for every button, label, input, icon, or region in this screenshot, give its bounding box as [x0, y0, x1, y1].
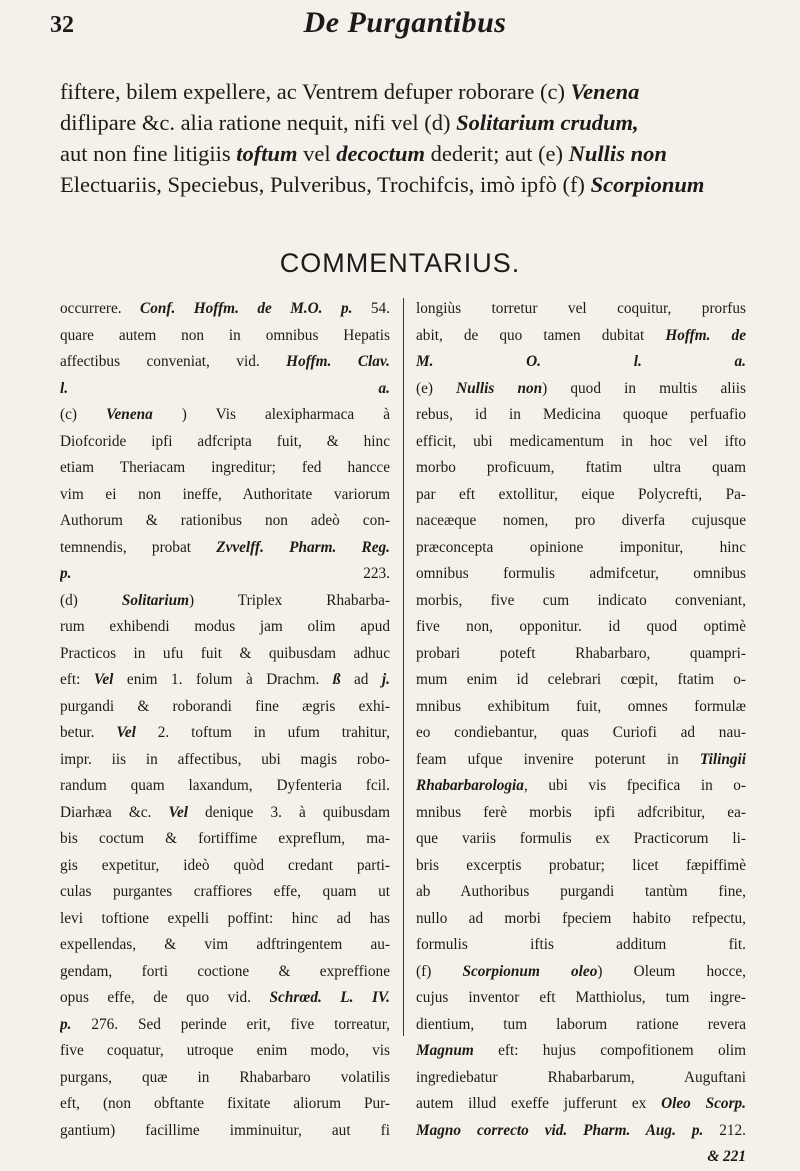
text-line [60, 641, 390, 668]
text-segment: ) Triplex Rhabarba- [189, 591, 390, 609]
italic-text: Solitarium crudum, [456, 110, 639, 135]
text-line [60, 694, 390, 721]
text-line [60, 985, 390, 1012]
text-line [60, 76, 752, 107]
text-line [416, 773, 746, 800]
text-line [416, 588, 746, 615]
text-line [60, 561, 390, 588]
text-line [416, 561, 746, 588]
text-segment: probari poteft Rhabarbaro, quampri- [416, 644, 746, 662]
text-line [416, 747, 746, 774]
text-segment: mnibus ferè morbis ipfi adfcribitur, ea- [416, 803, 746, 821]
text-line [60, 349, 390, 376]
text-line [416, 376, 746, 403]
text-segment: etiam Theriacam ingreditur; fed hancce [60, 459, 390, 476]
text-segment: 2. toftum in ufum trahitur, [135, 724, 390, 741]
text-line [60, 455, 390, 482]
text-line [416, 906, 746, 933]
text-segment: expellendas, & vim adftringentem au- [60, 936, 390, 953]
main-text [60, 76, 752, 200]
text-segment: mum enim id celebrari cœpit, ftatim o- [416, 671, 746, 688]
italic-text: p. [60, 565, 72, 582]
text-line [416, 1065, 746, 1092]
text-segment: formulis iftis additum fit. [416, 936, 746, 953]
text-line [60, 720, 390, 747]
text-segment: occurrere. [60, 300, 140, 317]
italic-text: toftum [236, 141, 298, 166]
text-segment: 223. [71, 565, 390, 582]
text-segment: 54. [352, 300, 390, 317]
text-line [416, 1118, 746, 1145]
text-segment: enim 1. folum à Drachm. [113, 671, 333, 688]
text-segment: , ubi vis fpecifica in o- [523, 777, 746, 794]
italic-text: Magnum [416, 1042, 474, 1059]
italic-text: Tilingii [699, 750, 746, 768]
italic-text: Conf. Hoffm. de M.O. p. [140, 300, 353, 317]
text-segment: ) Vis alexipharmaca à [152, 406, 390, 423]
italic-text: Vel [116, 724, 136, 741]
text-segment: Diofcoride ipfi adfcripta fuit, & hinc [60, 432, 390, 450]
text-segment: ) Oleum hocce, [597, 962, 746, 980]
text-line [416, 482, 746, 509]
text-segment: ab Authoribus purgandi tantùm fine, [416, 883, 746, 900]
text-segment: par eft extollitur, eique Polycrefti, Pa- [416, 485, 746, 503]
text-segment: dederit; aut (e) [424, 141, 569, 166]
italic-text: M. O. l. a. [416, 353, 746, 370]
italic-text: Hoffm. de [665, 326, 746, 344]
text-line [416, 985, 746, 1012]
text-segment: gendam, forti coctione & expreffione [60, 962, 390, 980]
text-line [60, 1091, 390, 1118]
text-segment: rum exhibendi modus jam olim apud [60, 618, 390, 635]
italic-text: Hoffm. Clav. [286, 353, 390, 370]
text-line [60, 138, 752, 169]
text-segment: affectibus conveniat, vid. [60, 353, 287, 370]
text-line [60, 1038, 390, 1065]
italic-text: Venena [106, 406, 153, 423]
italic-text: j. [381, 671, 390, 688]
text-line [416, 853, 746, 880]
text-segment: purgans, quæ in Rhabarbaro volatilis [60, 1068, 390, 1086]
text-segment: efficit, ubi medicamentum in hoc vel ifto [416, 432, 746, 450]
text-segment: eft: [60, 671, 94, 688]
italic-text: Vel [168, 803, 188, 821]
text-segment: 212. [703, 1121, 746, 1139]
italic-text: Nullis non [568, 141, 667, 166]
text-segment: morbis, five cum indicato conveniant, [416, 591, 746, 609]
text-segment: longiùs torretur vel coquitur, prorfus [416, 300, 746, 317]
text-line [416, 535, 746, 562]
text-segment: (e) [416, 379, 457, 397]
italic-text: ß [332, 671, 341, 688]
text-segment: abit, de quo tamen dubitat [416, 326, 666, 344]
text-line [416, 614, 746, 641]
text-segment: randum quam laxandum, Dyfenteria fcil. [60, 777, 390, 794]
column-divider [403, 298, 404, 1036]
italic-text: Solitarium [121, 591, 189, 609]
text-segment: que variis formulis ex Practicorum li- [416, 830, 746, 847]
text-segment: vim ei non ineffe, Authoritate variorum [60, 485, 390, 503]
text-segment: Electuariis, Speciebus, Pulveribus, Trochifcis, imò ipfò (f) [60, 172, 591, 197]
text-line [60, 614, 390, 641]
text-line [416, 455, 746, 482]
text-segment: autem illud exeffe jufferunt ex [416, 1095, 662, 1112]
text-line [60, 1012, 390, 1039]
text-line [416, 826, 746, 853]
text-segment: nullo ad morbi fpeciem habito refpectu, [416, 909, 746, 927]
text-segment: omnibus formulis admifcetur, omnibus [416, 565, 746, 582]
text-line [416, 349, 746, 376]
text-segment: eft: hujus compofitionem olim [473, 1042, 746, 1059]
text-line [60, 773, 390, 800]
text-line [416, 508, 746, 535]
text-segment: quare autem non in omnibus Hepatis [60, 326, 390, 344]
italic-text: decoctum [336, 141, 425, 166]
page-number: 32 [50, 12, 74, 38]
text-line [416, 720, 746, 747]
text-line [416, 959, 746, 986]
text-line [60, 296, 390, 323]
text-segment: purgandi & roborandi fine ægris exhi- [60, 697, 390, 715]
text-segment: dientium, tum laborum ratione revera [416, 1015, 746, 1033]
text-segment: ad [340, 671, 382, 688]
text-segment: Practicos in ufu fuit & quibusdam adhuc [60, 644, 390, 662]
text-segment: gis expetitur, ideò quòd credant parti- [60, 856, 390, 874]
text-line [60, 535, 390, 562]
text-segment: (f) [416, 962, 463, 980]
running-title: De Purgantibus [303, 6, 507, 39]
italic-text: Scorpionum [590, 172, 705, 197]
text-segment: vel [297, 141, 337, 166]
text-segment: bris excerptis probatur; licet fæpiffimè [416, 856, 746, 874]
text-line [60, 482, 390, 509]
text-line [416, 641, 746, 668]
text-line [60, 879, 390, 906]
text-segment: betur. [60, 724, 117, 741]
italic-text: Schrœd. L. IV. [269, 989, 390, 1006]
text-segment: ) quod in multis aliis [542, 379, 746, 397]
text-segment: ingrediebatur Rhabarbarum, Auguftani [416, 1068, 746, 1086]
italic-text: Magno correcto vid. Pharm. Aug. p. [416, 1121, 704, 1139]
text-segment: five non, opponitur. id quod optimè [416, 618, 746, 635]
italic-text: Nullis non [456, 379, 543, 397]
text-line [416, 932, 746, 959]
text-line [416, 402, 746, 429]
text-line [416, 1038, 746, 1065]
text-line [416, 800, 746, 827]
text-line [416, 1012, 746, 1039]
text-segment: Authorum & rationibus non adeò con- [60, 512, 390, 529]
text-segment: (c) [60, 406, 107, 423]
text-segment: five coquatur, utroque enim modo, vis [60, 1042, 390, 1059]
italic-text: Zvvelff. Pharm. Reg. [216, 538, 390, 556]
text-segment: cujus inventor eft Matthiolus, tum ingre- [416, 989, 746, 1006]
text-line [60, 429, 390, 456]
text-line [60, 169, 752, 200]
text-segment: temnendis, probat [60, 538, 217, 556]
text-line [416, 296, 746, 323]
italic-text: Venena [570, 79, 640, 104]
text-segment: culas purgantes craffiores effe, quam ut [60, 883, 390, 900]
text-line [416, 667, 746, 694]
text-line [60, 376, 390, 403]
text-line [60, 588, 390, 615]
italic-text: p. [60, 1015, 72, 1033]
italic-text: Vel [93, 671, 114, 688]
text-line [60, 402, 390, 429]
text-line [60, 107, 752, 138]
text-segment: impr. iis in affectibus, ubi magis robo- [60, 750, 390, 768]
text-segment: feam ufque invenire poterunt in [416, 750, 700, 768]
text-line [60, 932, 390, 959]
text-segment: diflipare &c. alia ratione nequit, nifi vel (d) [60, 110, 457, 135]
italic-text: l. a. [60, 379, 390, 397]
text-segment: (d) [60, 591, 122, 609]
text-line [60, 906, 390, 933]
text-line [60, 1118, 390, 1145]
text-line [60, 747, 390, 774]
text-segment: fiftere, bilem expellere, ac Ventrem defuper roborare (c) [60, 79, 571, 104]
text-line [416, 694, 746, 721]
text-segment: præconcepta opinione imponitur, hinc [416, 538, 746, 556]
text-line [60, 853, 390, 880]
commentary-left-column [60, 296, 390, 1144]
text-line [60, 323, 390, 350]
commentary-right-column [416, 296, 746, 1171]
text-segment: levi toftione expelli poffint: hinc ad has [60, 909, 390, 927]
text-line [60, 508, 390, 535]
text-line [60, 800, 390, 827]
text-line [416, 1091, 746, 1118]
text-segment: gantium) facillime imminuitur, aut fi [60, 1121, 390, 1139]
text-segment: 276. Sed perinde erit, five torreatur, [71, 1015, 390, 1033]
text-segment: eft, (non obftante fixitate aliorum Pur- [60, 1095, 390, 1112]
text-segment: naceæque nomen, pro diverfa cujusque [416, 512, 746, 529]
text-segment: denique 3. à quibusdam [187, 803, 390, 821]
italic-text: Scorpionum oleo [462, 962, 598, 980]
text-segment: mnibus exhibitum fuit, omnes formulæ [416, 697, 746, 715]
text-segment: eo condiebantur, quas Curiofi ad nau- [416, 724, 746, 741]
text-segment: rebus, id in Medicina quoque perfuafio [416, 406, 746, 423]
text-segment: opus effe, de quo vid. [60, 989, 270, 1006]
italic-text: Oleo Scorp. [661, 1095, 746, 1112]
commentary-heading: COMMENTARIUS. [279, 248, 521, 278]
text-line [60, 826, 390, 853]
italic-text: Rhabarbarologia [416, 777, 524, 794]
text-line [60, 667, 390, 694]
text-segment: bis coctum & fortiffime expreflum, ma- [60, 830, 390, 847]
text-segment: Diarhæa &c. [60, 803, 169, 821]
text-segment: aut non fine litigiis [60, 141, 237, 166]
text-line [416, 429, 746, 456]
text-line [60, 959, 390, 986]
page-header [50, 6, 760, 46]
catchword: & 221 [707, 1148, 746, 1165]
text-segment: morbo proficuum, ftatim ultra quam [416, 459, 746, 476]
text-line [60, 1065, 390, 1092]
text-line [416, 323, 746, 350]
text-line [416, 879, 746, 906]
